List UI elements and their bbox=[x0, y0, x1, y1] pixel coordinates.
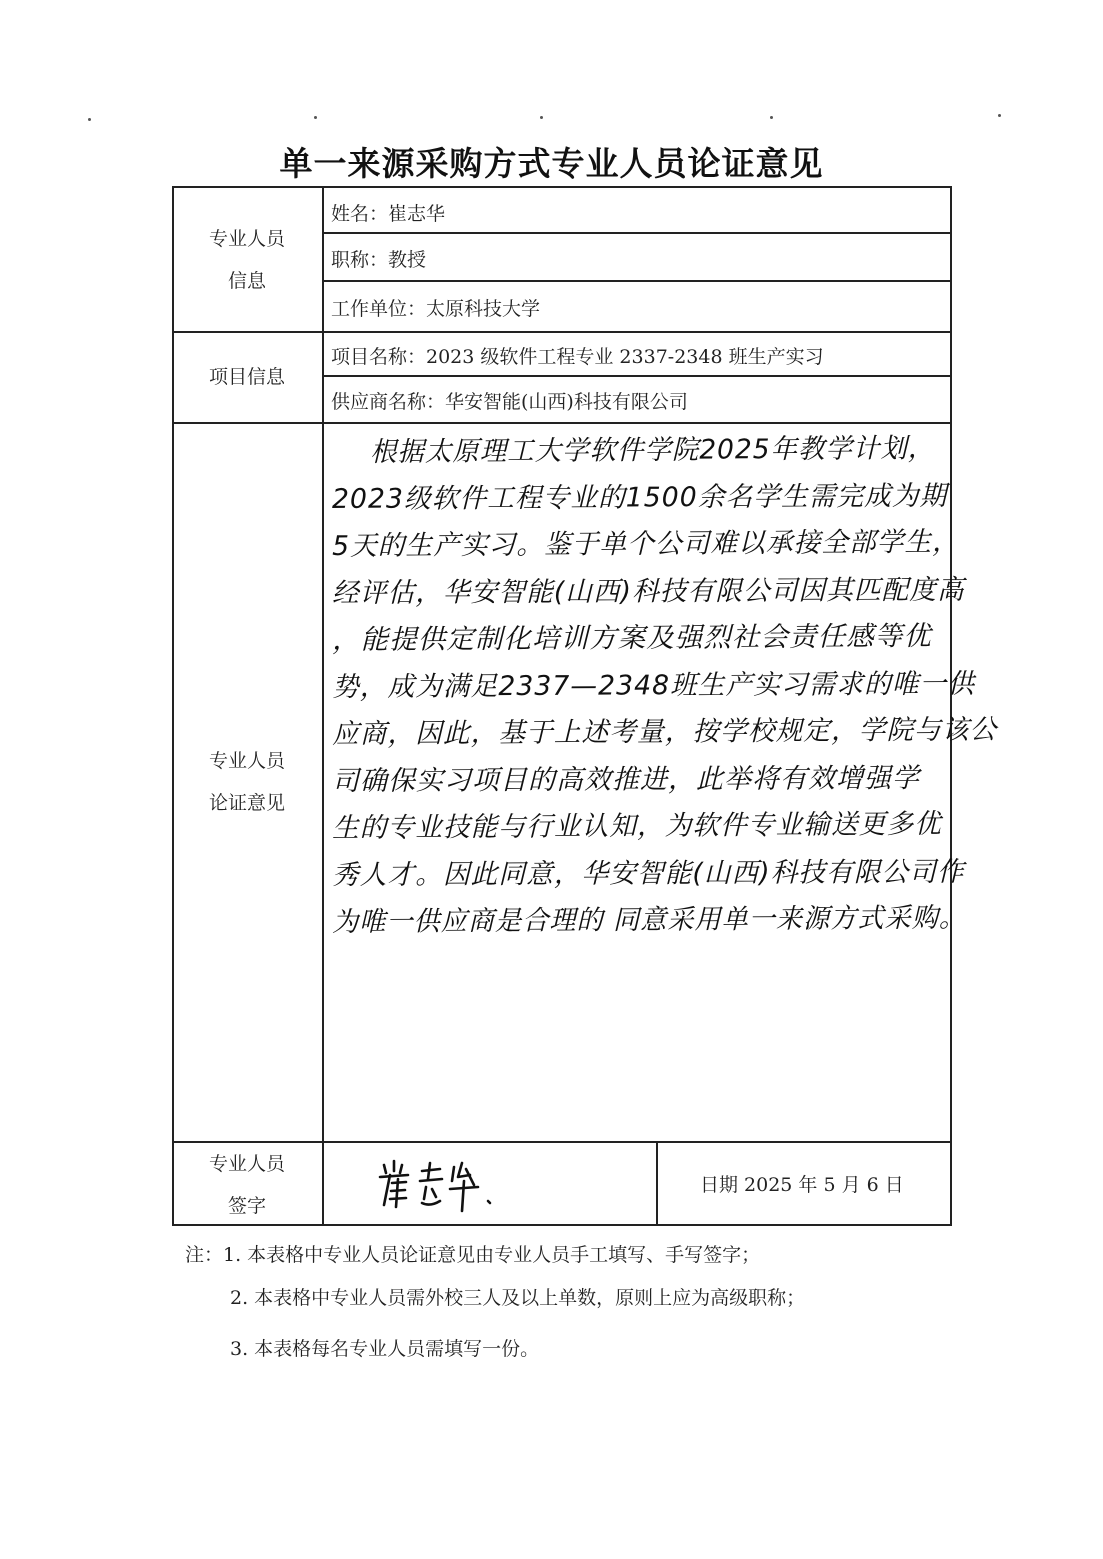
opinion-label-line1: 专业人员 bbox=[208, 750, 285, 772]
opinion-line: ，能提供定制化培训方案及强烈社会责任感等优 bbox=[331, 620, 932, 656]
expert-name: 姓名：崔志华 bbox=[331, 203, 446, 225]
note-line: 2. 本表格中专业人员需外校三人及以上单数，原则上应为高级职称； bbox=[230, 1287, 806, 1309]
scan-speck bbox=[88, 118, 91, 121]
expert-title: 职称：教授 bbox=[331, 249, 427, 271]
row-divider bbox=[322, 280, 952, 282]
row-divider bbox=[322, 375, 952, 377]
supplier-name: 供应商名称：华安智能(山西)科技有限公司 bbox=[331, 391, 688, 413]
scan-speck bbox=[770, 116, 773, 119]
signature-label bbox=[172, 1143, 322, 1227]
opinion-line: 为唯一供应商是合理的 同意采用单一来源方式采购。 bbox=[331, 902, 967, 938]
handwritten-signature bbox=[370, 1155, 500, 1215]
opinion-line: 根据太原理工大学软件学院2025年教学计划， bbox=[369, 432, 936, 468]
note-line: 3. 本表格每名专业人员需填写一份。 bbox=[230, 1338, 540, 1360]
scan-speck bbox=[998, 114, 1001, 117]
page-title: 单一来源采购方式专业人员论证意见 bbox=[279, 144, 824, 183]
opinion-line: 2023级软件工程专业的1500余名学生需完成为期 bbox=[331, 480, 948, 515]
expert-info-label-line1: 专业人员 bbox=[208, 228, 285, 250]
expert-employer: 工作单位：太原科技大学 bbox=[331, 298, 541, 320]
row-divider bbox=[322, 232, 952, 234]
signature-date: 日期 2025 年 5 月 6 日 bbox=[700, 1174, 904, 1196]
opinion-line: 势，成为满足2337—2348班生产实习需求的唯一供 bbox=[331, 668, 976, 703]
scan-speck bbox=[540, 116, 543, 119]
opinion-line: 司确保实习项目的高效推进，此举将有效增强学 bbox=[331, 762, 921, 797]
opinion-label-line2: 论证意见 bbox=[208, 792, 285, 814]
signature-label-line1: 专业人员 bbox=[208, 1153, 285, 1175]
label-column-divider bbox=[322, 186, 324, 1226]
expert-info-label-line2: 信息 bbox=[227, 270, 266, 292]
opinion-label bbox=[172, 740, 322, 824]
opinion-line: 5天的生产实习。鉴于单个公司难以承接全部学生， bbox=[331, 526, 960, 562]
signature-date-divider bbox=[656, 1141, 658, 1226]
opinion-line: 生的专业技能与行业认知，为软件专业输送更多优 bbox=[331, 808, 942, 844]
signature-label-line2: 签字 bbox=[227, 1195, 266, 1217]
expert-info-label bbox=[172, 218, 322, 302]
section-divider bbox=[172, 422, 952, 424]
project-name: 项目名称：2023 级软件工程专业 2337-2348 班生产实习 bbox=[331, 346, 824, 368]
project-info-label: 项目信息 bbox=[208, 366, 285, 388]
scan-speck bbox=[314, 116, 317, 119]
section-divider bbox=[172, 331, 952, 333]
opinion-line: 经评估，华安智能(山西)科技有限公司因其匹配度高 bbox=[331, 574, 965, 609]
opinion-line: 秀人才。因此同意，华安智能(山西)科技有限公司作 bbox=[331, 856, 965, 891]
note-line: 注：1. 本表格中专业人员论证意见由专业人员手工填写、手写签字； bbox=[185, 1244, 761, 1266]
opinion-line: 应商，因此，基于上述考量，按学校规定，学院与该公 bbox=[331, 714, 998, 750]
